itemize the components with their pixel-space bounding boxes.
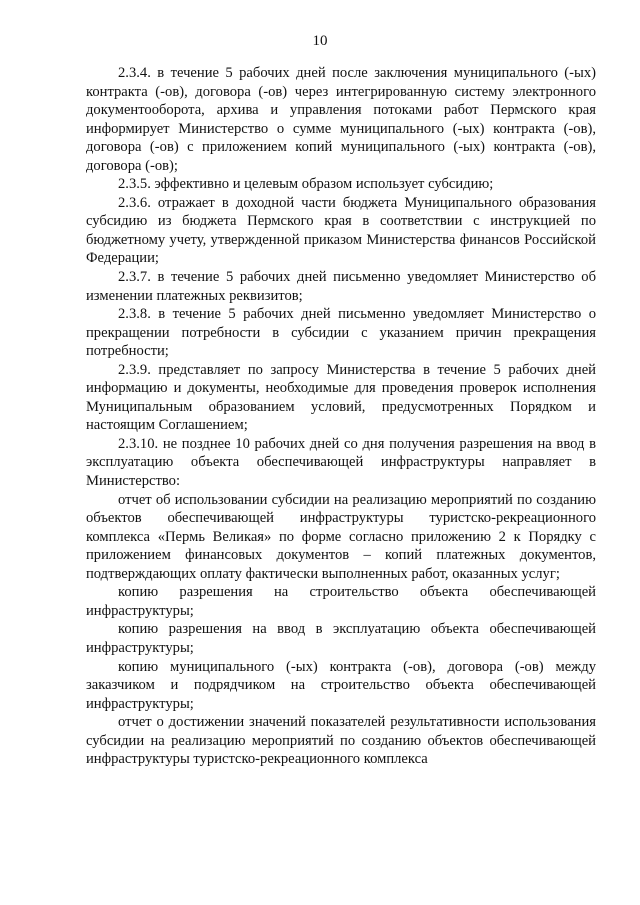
paragraph-2-3-7: 2.3.7. в течение 5 рабочих дней письменно уведомляет Министерство об изменении платежных реквизитов; xyxy=(86,269,596,304)
list-item-report-subsidy-use: отчет об использовании субсидии на реализацию мероприятий по созданию объектов обеспечивающей инфраструктуры туристско-рекреационного комплекса «Пермь Великая» по форме согласно приложению 2 к Порядку с приложением финансовых документов – копий платежных документов, подтверждающих оплату фактически выполненных работ, оказанных услуг; xyxy=(86,491,596,582)
list-item-commissioning-permit: копию разрешения на ввод в эксплуатацию объекта обеспечивающей инфраструктуры; xyxy=(86,621,596,656)
paragraph-2-3-5: 2.3.5. эффективно и целевым образом использует субсидию; xyxy=(118,176,494,193)
list-item-contract-copy: копию муниципального (-ых) контракта (-ов), договора (-ов) между заказчиком и подрядчиком на строительство объекта обеспечивающей инфраструктуры; xyxy=(86,658,596,712)
paragraph-2-3-8: 2.3.8. в течение 5 рабочих дней письменно уведомляет Министерство о прекращении потребности в субсидии с указанием причин прекращения потребности; xyxy=(86,306,596,360)
paragraph-2-3-10: 2.3.10. не позднее 10 рабочих дней со дня получения разрешения на ввод в эксплуатацию объекта обеспечивающей инфраструктуры направляет в Министерство: xyxy=(86,435,596,490)
paragraph-2-3-6: 2.3.6. отражает в доходной части бюджета Муниципального образования субсидию из бюджета Пермского края в соответствии с инструкцией по бюджетному учету, утвержденной приказом Министерства финансов Российской Федерации; xyxy=(86,194,596,267)
paragraph-2-3-9: 2.3.9. представляет по запросу Министерства в течение 5 рабочих дней информацию и документы, необходимые для проведения проверок исполнения Муниципальным образованием условий, предусмотренных Порядком и настоящим Соглашением; xyxy=(86,361,596,434)
list-item-construction-permit: копию разрешения на строительство объекта обеспечивающей инфраструктуры; xyxy=(86,584,596,619)
page-number: 10 xyxy=(312,33,328,49)
paragraph-2-3-4: 2.3.4. в течение 5 рабочих дней после заключения муниципального (-ых) контракта (-ов), договора (-ов) через интегрированную систему электронного документооборота, архива и управления потоками работ Пермского края информирует Министерство о сумме муниципального (-ых) контракта (-ов), договора (-ов) с приложением копий муниципального (-ых) контракта (-ов), договора (-ов); xyxy=(86,65,596,174)
document-body xyxy=(86,64,596,769)
list-item-performance-report: отчет о достижении значений показателей результативности использования субсидии на реализацию мероприятий по созданию объектов обеспечивающей инфраструктуры туристско-рекреационного комплекса xyxy=(86,714,596,768)
